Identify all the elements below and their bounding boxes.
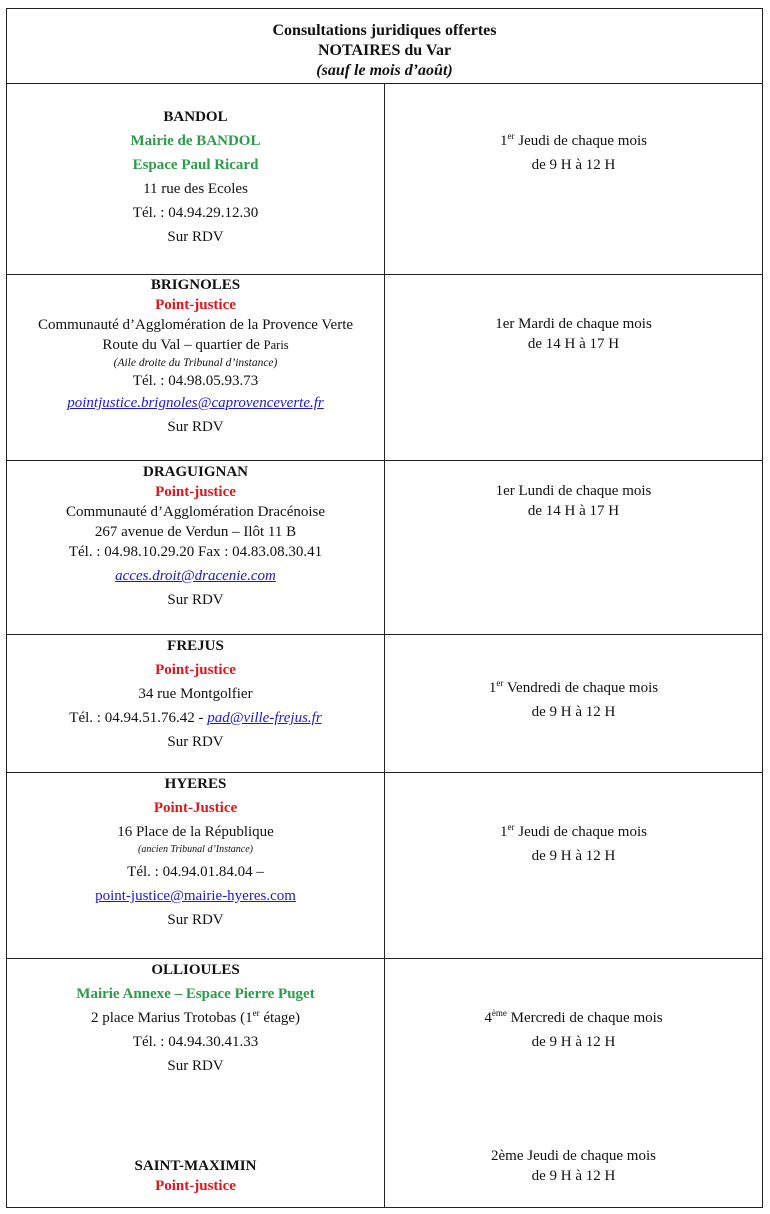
entry-draguignan: [7, 462, 384, 610]
venue-name: Point-justice: [155, 1178, 236, 1194]
schedule-ollioules: [385, 1008, 762, 1052]
schedule-day: 1er Lundi de chaque mois: [495, 483, 652, 499]
schedule-time: de 9 H à 12 H: [531, 1168, 616, 1184]
appointment-note: Sur RDV: [167, 734, 224, 750]
address: Route du Val – quartier de Paris: [102, 337, 289, 353]
address: 2 place Marius Trotobas (1er étage): [90, 1008, 301, 1026]
venue-name: Point-justice: [155, 297, 236, 313]
consultations-table: [6, 8, 763, 1208]
address: 11 rue des Ecoles: [143, 181, 248, 197]
city-name: BRIGNOLES: [150, 277, 241, 293]
appointment-note: Sur RDV: [167, 229, 224, 245]
appointment-note: Sur RDV: [167, 419, 224, 435]
venue-name: Mairie Annexe – Espace Pierre Puget: [76, 986, 315, 1002]
appointment-note: Sur RDV: [167, 592, 224, 608]
address: 16 Place de la République: [117, 824, 274, 840]
email-link[interactable]: point-justice@mairie-hyeres.com: [95, 888, 296, 904]
venue-name: Point-justice: [155, 484, 236, 500]
header-subtitle: NOTAIRES du Var: [317, 42, 452, 59]
schedule-time: de 9 H à 12 H: [531, 848, 616, 864]
address: 267 avenue de Verdun – Ilôt 11 B: [94, 524, 297, 540]
schedule-time: de 14 H à 17 H: [527, 503, 620, 519]
schedule-time: de 14 H à 17 H: [527, 336, 620, 352]
phone: Tél. : 04.94.29.12.30: [132, 205, 259, 221]
venue-name: Point-Justice: [153, 800, 238, 816]
venue-name: Mairie de BANDOL: [130, 133, 261, 149]
schedule-day: 1er Jeudi de chaque mois: [500, 822, 647, 840]
phone: Tél. : 04.94.30.41.33: [132, 1034, 259, 1050]
schedule-day: 2ème Jeudi de chaque mois: [491, 1148, 656, 1164]
location-note: (Aile droite du Tribunal d’instance): [113, 357, 278, 369]
venue-subname: Espace Paul Ricard: [132, 157, 259, 173]
entry-brignoles: [7, 275, 384, 437]
city-name: FREJUS: [167, 638, 224, 654]
schedule-day: 4ème Mercredi de chaque mois: [484, 1008, 663, 1026]
entry-ollioules: [7, 960, 384, 1076]
entry-frejus: [7, 636, 384, 752]
schedule-bandol: [385, 131, 762, 175]
entry-hyeres: [7, 774, 384, 930]
schedule-draguignan: [385, 481, 762, 521]
schedule-day: 1er Vendredi de chaque mois: [488, 678, 659, 696]
city-name: SAINT-MAXIMIN: [134, 1158, 257, 1174]
email-link[interactable]: pad@ville-frejus.fr: [207, 710, 322, 726]
schedule-brignoles: [385, 314, 762, 354]
city-name: BANDOL: [163, 109, 228, 125]
schedule-time: de 9 H à 12 H: [531, 704, 616, 720]
city-name: HYERES: [164, 776, 227, 792]
schedule-hyeres: [385, 822, 762, 866]
phone: Tél. : 04.94.01.84.04 –: [127, 864, 264, 880]
phone: Tél. : 04.94.51.76.42 - pad@ville-frejus.fr: [69, 710, 322, 726]
email-link[interactable]: acces.droit@dracenie.com: [115, 568, 276, 584]
venue-name: Point-justice: [155, 662, 236, 678]
schedule-frejus: [385, 678, 762, 722]
phone: Tél. : 04.98.05.93.73: [132, 373, 259, 389]
email-link[interactable]: pointjustice.brignoles@caprovenceverte.fr: [67, 395, 324, 411]
organization: Communauté d’Agglomération Dracénoise: [65, 504, 326, 520]
table-header: [7, 21, 762, 81]
schedule-saint-maximin: [385, 1146, 762, 1186]
location-note: (ancien Tribunal d’Instance): [138, 844, 253, 855]
appointment-note: Sur RDV: [167, 1058, 224, 1074]
city-name: OLLIOULES: [151, 962, 240, 978]
schedule-day: 1er Mardi de chaque mois: [495, 316, 652, 332]
schedule-time: de 9 H à 12 H: [531, 157, 616, 173]
schedule-time: de 9 H à 12 H: [531, 1034, 616, 1050]
schedule-day: 1er Jeudi de chaque mois: [500, 131, 647, 149]
address: 34 rue Montgolfier: [138, 686, 253, 702]
entry-bandol: [7, 107, 384, 247]
header-note: (sauf le mois d’août): [316, 62, 453, 79]
appointment-note: Sur RDV: [167, 912, 224, 928]
phone: Tél. : 04.98.10.29.20 Fax : 04.83.08.30.41: [68, 544, 323, 560]
organization: Communauté d’Agglomération de la Provence Verte: [37, 317, 354, 333]
entry-saint-maximin: [7, 1156, 384, 1196]
header-title: Consultations juridiques offertes: [272, 22, 497, 39]
city-name: DRAGUIGNAN: [143, 464, 248, 480]
